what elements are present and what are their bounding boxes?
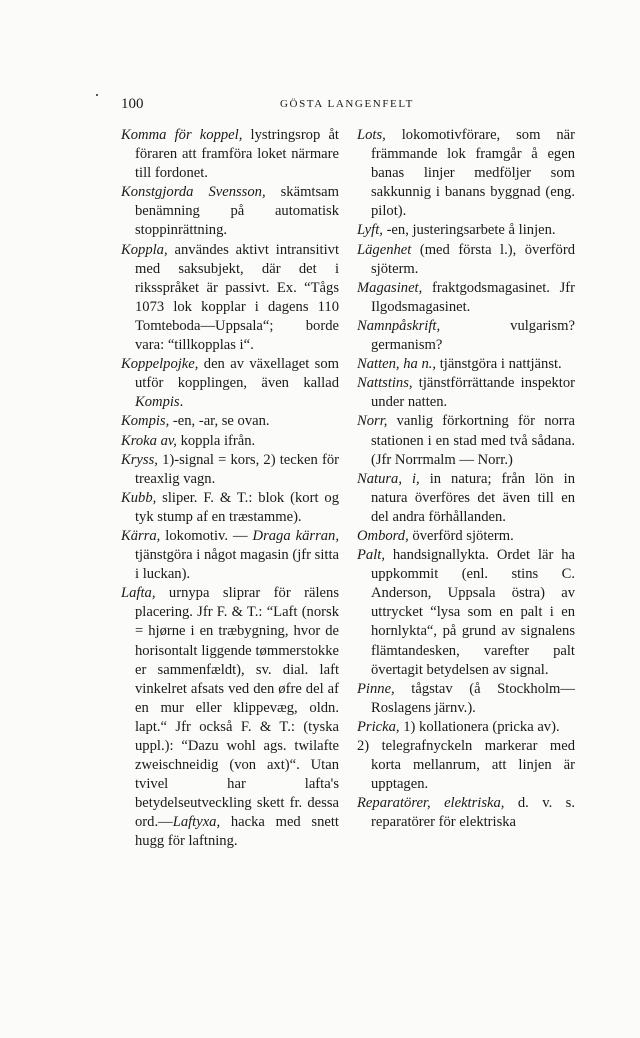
entry-text: 1)-signal = kors, 2) tecken för treaxlig vagn. bbox=[135, 451, 339, 487]
entry-headword: Konstgjorda Svensson, bbox=[121, 184, 266, 201]
entry-headword: Ombord, bbox=[357, 527, 409, 544]
entry-headword: Kryss, bbox=[121, 451, 158, 468]
entry-headword: Reparatörer, elektriska, bbox=[357, 795, 505, 812]
dictionary-entry bbox=[357, 355, 575, 374]
dictionary-entry bbox=[121, 355, 339, 412]
dictionary-entry bbox=[357, 279, 575, 317]
entry-text: skämtsam benämning på automatisk stoppinrättning. bbox=[135, 184, 339, 239]
entry-headword: Kompis, bbox=[121, 413, 170, 430]
dictionary-entry bbox=[357, 374, 575, 412]
entry-headword: Norr, bbox=[357, 413, 388, 430]
dictionary-entry bbox=[121, 126, 339, 183]
entry-headword: Kroka av, bbox=[121, 432, 177, 449]
dictionary-entry bbox=[357, 221, 575, 240]
entry-text: . bbox=[179, 394, 184, 411]
entry-headword: Namnpåskrift, bbox=[357, 317, 441, 334]
entry-text: tågstav (å Stockholm—Roslagens järnv.). bbox=[371, 680, 575, 716]
dictionary-entry bbox=[357, 794, 575, 832]
dictionary-entry bbox=[121, 432, 339, 451]
running-head: GÖSTA LANGENFELT bbox=[279, 98, 414, 110]
print-speck bbox=[96, 94, 98, 96]
entry-headword: Pinne, bbox=[357, 680, 395, 697]
entry-headword: Natura, i, bbox=[357, 470, 420, 487]
entry-text: handsignallykta. Ordet lär ha uppkommit (enl. stins C. Anderson, Uppsala östra) av uttrycket “lysa som en palt i en hornlykta“, på grund av signalens flämtandesken, varefter palt övertagit betydelsen av signal. bbox=[371, 547, 575, 678]
page-number: 100 bbox=[121, 96, 144, 112]
entry-text: lokomotivförare, som när främmande lok framgår å egen banas linjer medföljer som sakkunnig i banans byggnad (eng. pilot). bbox=[371, 127, 575, 220]
entry-headword: Palt, bbox=[357, 547, 385, 564]
dictionary-entry bbox=[121, 412, 339, 431]
entry-headword: Nattstins, bbox=[357, 375, 413, 392]
entry-italic: Draga kärran, bbox=[252, 527, 339, 544]
dictionary-entry bbox=[357, 737, 575, 794]
entry-headword: Magasinet, bbox=[357, 279, 423, 296]
entry-text: -en, justeringsarbete å linjen. bbox=[382, 222, 556, 239]
entry-italic: Laftyxa, bbox=[172, 814, 221, 831]
entry-headword: Komma för koppel, bbox=[121, 127, 243, 143]
dictionary-entry bbox=[357, 680, 575, 718]
dictionary-entry bbox=[121, 241, 339, 356]
entry-headword: Koppelpojke, bbox=[121, 356, 199, 373]
entry-headword: Kubb, bbox=[121, 489, 157, 506]
right-column bbox=[357, 126, 575, 832]
entry-headword: Lots, bbox=[357, 127, 386, 143]
entry-text: urnypa sliprar för rälens placering. Jfr F. & T.: “Laft (norsk = hjørne i en træbygning, hvor de horisontalt liggende tømmerstokke er sammenfældt), sv. dial. laft vinkelret afsats ved den øfre del af en mur eller klippevæg, oldn. lapt.“ Jfr också F. & T.: (tyska uppl.): “Dazu wohl ags. twilafte zweischneidig (von axt)“. Utan tvivel har lafta's betydelseutveckling skett fr. dessa ord.— bbox=[135, 585, 339, 831]
entry-text: lystringsrop åt föraren att framföra loket närmare till fordonet. bbox=[135, 127, 339, 182]
entry-text: fraktgodsmagasinet. Jfr Ilgodsmagasinet. bbox=[371, 279, 575, 315]
dictionary-entry bbox=[121, 489, 339, 527]
dictionary-entry bbox=[121, 183, 339, 240]
entry-headword: Lafta, bbox=[121, 585, 156, 602]
dictionary-entry bbox=[357, 527, 575, 546]
dictionary-entry bbox=[121, 527, 339, 584]
dictionary-entry bbox=[357, 126, 575, 221]
entry-text: (med första l.), överförd sjöterm. bbox=[371, 241, 575, 277]
entry-text: överförd sjöterm. bbox=[408, 527, 514, 544]
entry-text: 1) kollationera (pricka av). bbox=[399, 718, 560, 735]
entry-italic: Kompis bbox=[135, 394, 180, 411]
entry-text: sliper. F. & T.: blok (kort og tyk stump af en træstamme). bbox=[135, 489, 339, 525]
entry-text: vanlig förkortning för norra stationen i en stad med två sådana. (Jfr Norrmalm — Norr.) bbox=[371, 413, 575, 468]
entry-text: in natura; från lön in natura överföres det även till en del andra förhållanden. bbox=[371, 470, 576, 525]
entry-text: användes aktivt intransitivt med saksubjekt, där det i riksspråket är passivt. Ex. “Tågs 1073 lok kopplar i dagens 110 Tomteboda—Uppsala“; borde vara: “tillkopplas i“. bbox=[135, 241, 339, 354]
entry-text: lokomotiv. — bbox=[160, 527, 253, 544]
dictionary-entry bbox=[121, 584, 339, 851]
dictionary-entry bbox=[357, 317, 575, 355]
dictionary-entry bbox=[357, 470, 575, 527]
entry-text: tjänstförrättande inspektor under natten. bbox=[371, 375, 575, 411]
entry-text: 2) telegrafnyckeln markerar med korta mellanrum, att linjen är upptagen. bbox=[357, 738, 575, 793]
entry-headword: Koppla, bbox=[121, 241, 168, 258]
entry-text: -en, -ar, se ovan. bbox=[169, 413, 270, 430]
entry-text: vulgarism? germanism? bbox=[371, 317, 575, 354]
entry-text: hacka med snett hugg för laftning. bbox=[135, 814, 339, 850]
left-column bbox=[121, 126, 339, 852]
dictionary-entry bbox=[357, 412, 575, 469]
entry-headword: Kärra, bbox=[121, 527, 161, 544]
entry-headword: Lyft, bbox=[357, 222, 383, 239]
entry-headword: Pricka, bbox=[357, 718, 400, 735]
entry-text: tjänstgöra i något magasin (jfr sitta i luckan). bbox=[135, 547, 339, 583]
dictionary-entry bbox=[357, 546, 575, 680]
entry-headword: Natten, ha n., bbox=[357, 356, 437, 373]
dictionary-entry bbox=[357, 241, 575, 279]
entry-text: koppla ifrån. bbox=[176, 432, 256, 449]
dictionary-entry bbox=[357, 718, 575, 737]
entry-headword: Lägenhet bbox=[357, 241, 412, 258]
dictionary-entry bbox=[121, 451, 339, 489]
entry-text: d. v. s. reparatörer för elektriska bbox=[371, 795, 576, 831]
entry-text: tjänstgöra i nattjänst. bbox=[436, 356, 562, 373]
page-header bbox=[121, 96, 573, 116]
entry-text: den av växellaget som utför kopplingen, även kallad bbox=[135, 356, 339, 392]
